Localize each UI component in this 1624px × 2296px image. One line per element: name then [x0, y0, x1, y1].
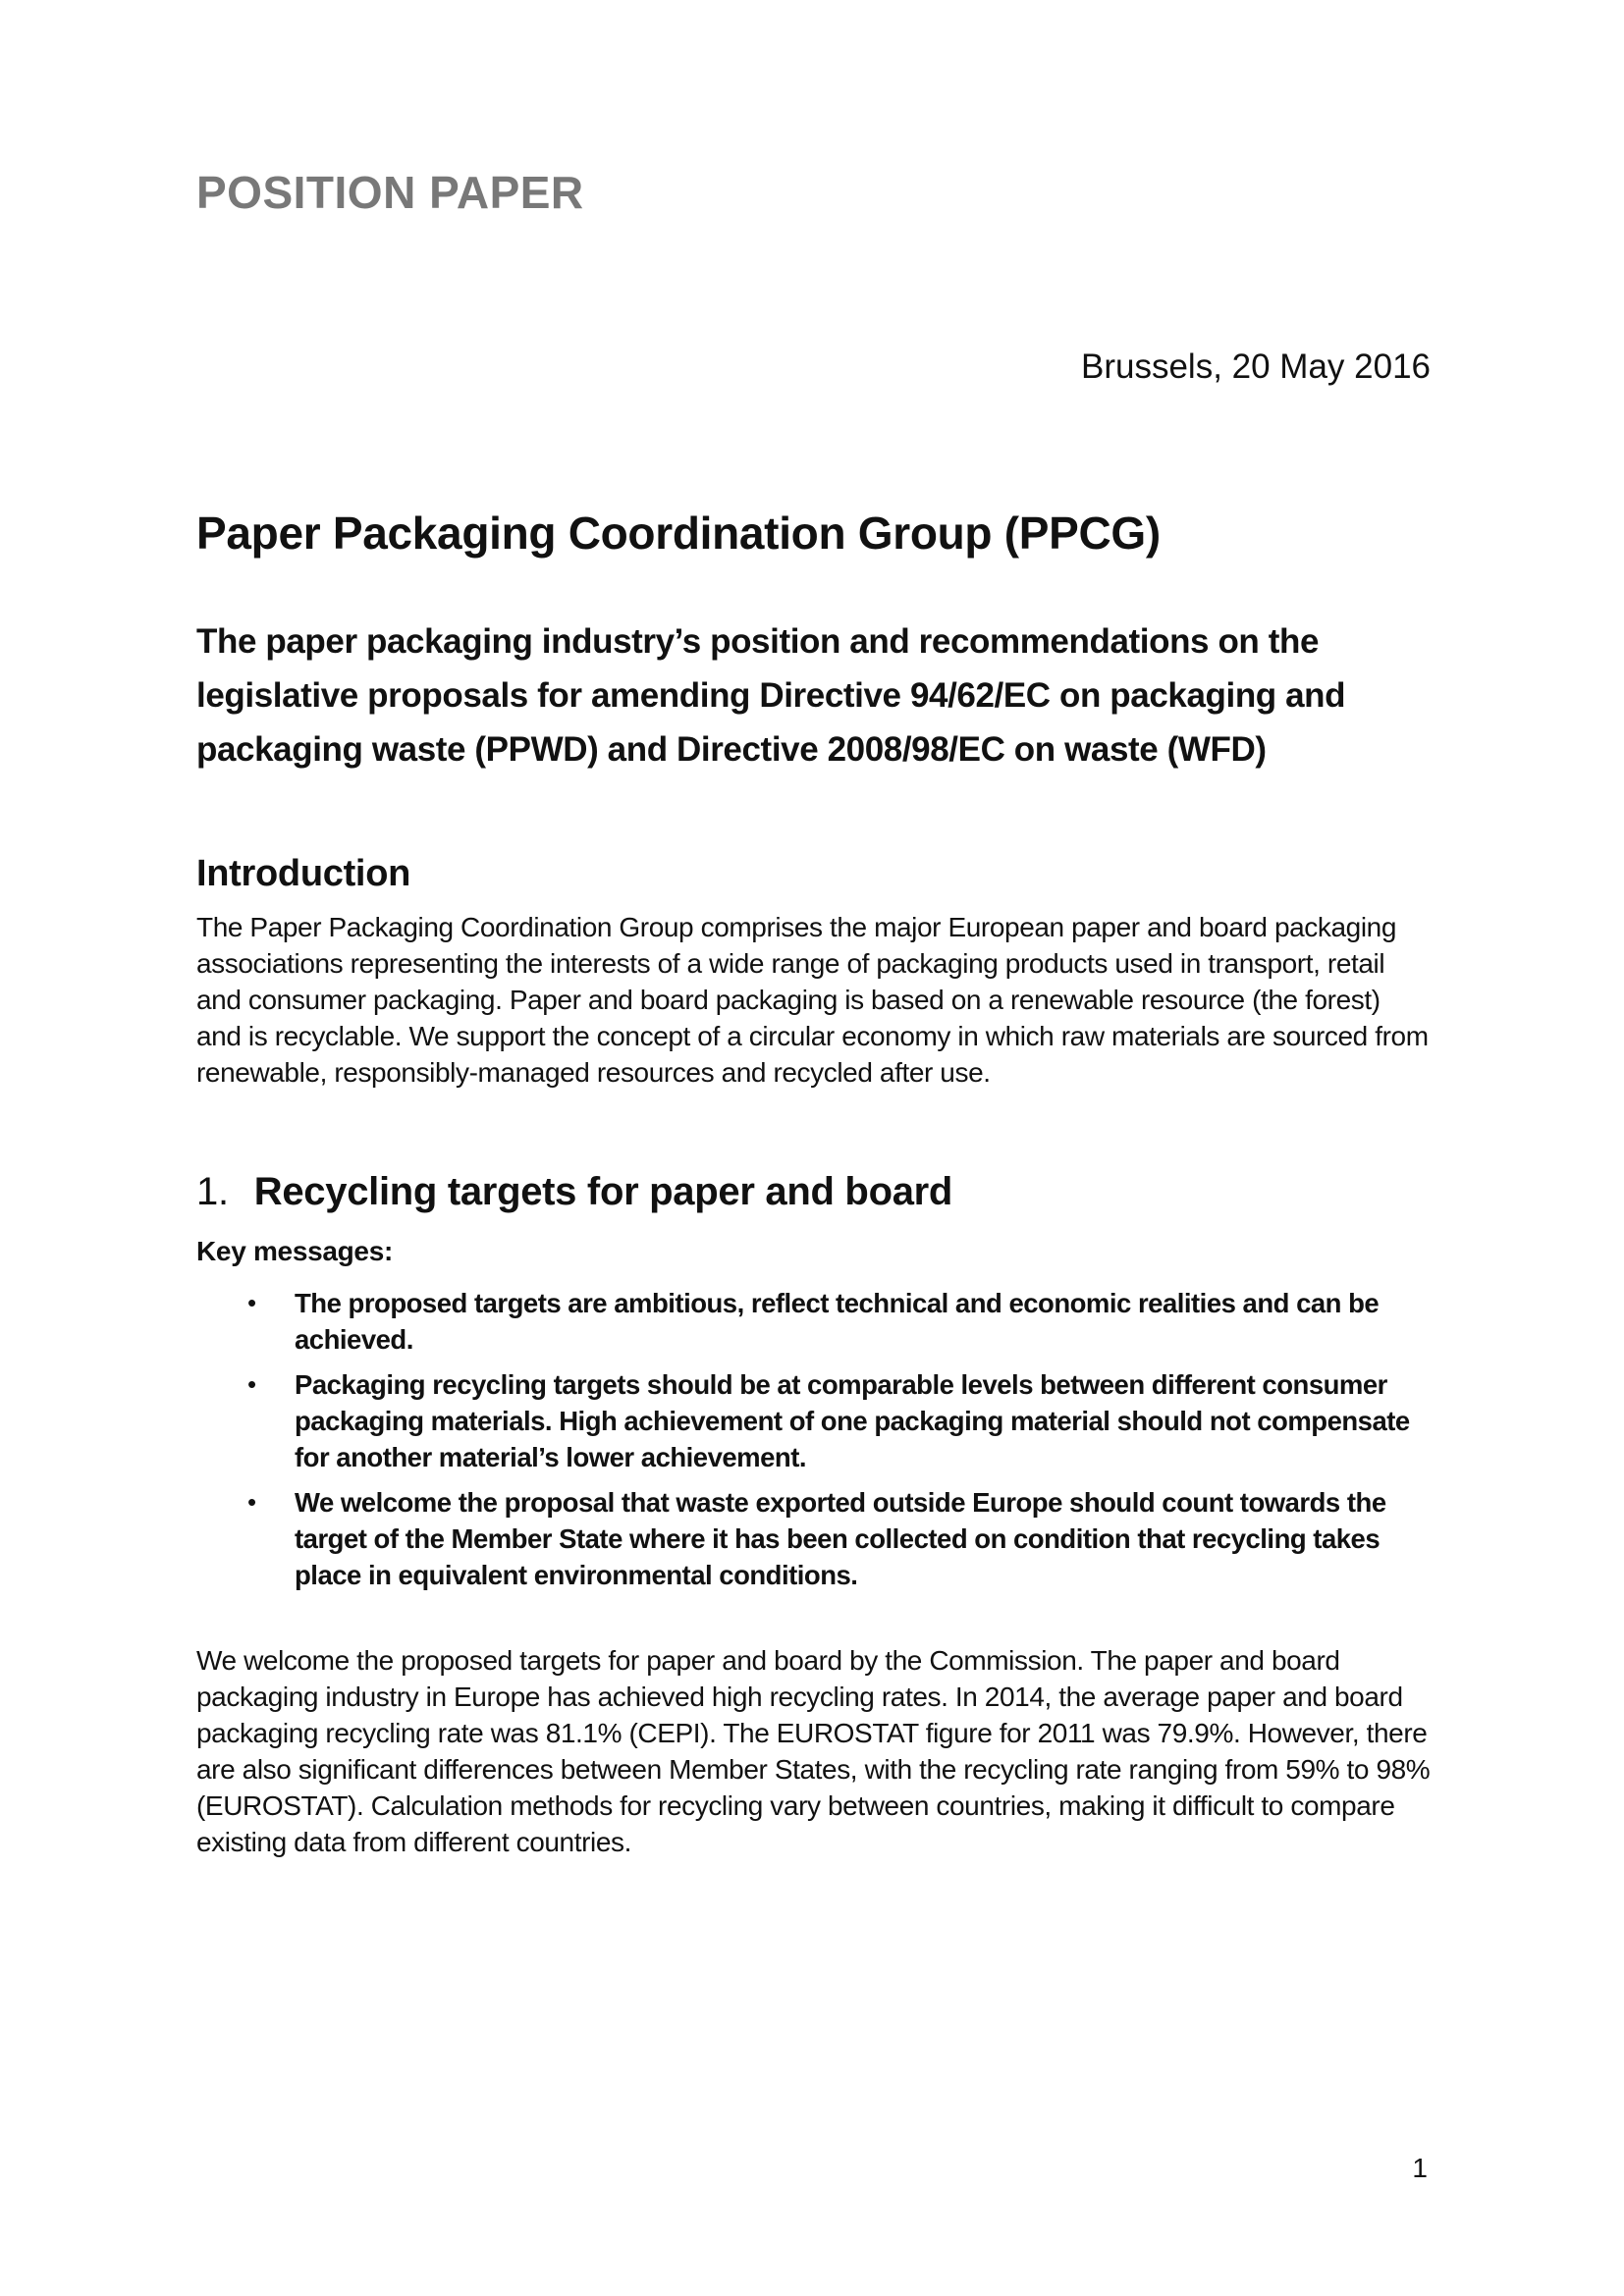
list-item: [196, 1366, 1431, 1475]
page-number: 1: [1412, 2153, 1428, 2183]
key-message-text: Packaging recycling targets should be at comparable levels between different consumer packaging materials. High achievement of one packaging material should not compensate for another material’s lower achievement.: [295, 1369, 1410, 1473]
list-item: [196, 1285, 1431, 1358]
document-title: Paper Packaging Coordination Group (PPCG): [196, 507, 1161, 559]
key-message-text: We welcome the proposal that waste exported outside Europe should count towards the target of the Member State where it has been collected on condition that recycling takes place in equivalent environmental conditions.: [295, 1487, 1386, 1591]
key-messages-list: [196, 1285, 1431, 1593]
document-subtitle: The paper packaging industry’s position and recommendations on the legislative proposals for amending Directive 94/62/EC on packaging and packaging waste (PPWD) and Directive 2008/98/EC on waste (WFD): [196, 621, 1346, 769]
bullet-icon: •: [247, 1369, 256, 1400]
section1-heading: [196, 1169, 1431, 1214]
bullet-icon: •: [247, 1288, 256, 1318]
section1-number: 1.: [196, 1170, 229, 1214]
key-message-text: The proposed targets are ambitious, reflect technical and economic realities and can be achieved.: [295, 1288, 1380, 1356]
section1-title: Recycling targets for paper and board: [253, 1170, 953, 1214]
section1-paragraph: We welcome the proposed targets for paper and board by the Commission. The paper and board packaging industry in Europe has achieved high recycling rates. In 2014, the average paper and board packaging recycling rate was 81.1% (CEPI). The EUROSTAT figure for 2011 was 79.9%. However, there are also significant differences between Member States, with the recycling rate ranging from 59% to 98% (EUROSTAT). Calculation methods for recycling vary between countries, making it difficult to compare existing data from different countries.: [196, 1645, 1431, 1858]
key-messages-label: Key messages:: [196, 1236, 394, 1267]
list-item: [196, 1484, 1431, 1593]
introduction-heading: Introduction: [196, 852, 411, 894]
bullet-icon: •: [247, 1487, 256, 1518]
kicker-position-paper: POSITION PAPER: [196, 167, 584, 218]
dateline: Brussels, 20 May 2016: [1080, 347, 1431, 386]
introduction-paragraph: The Paper Packaging Coordination Group comprises the major European paper and board packaging associations representing the interests of a wide range of packaging products used in transport, retail and consumer packaging. Paper and board packaging is based on a renewable resource (the forest) and is recyclable. We support the concept of a circular economy in which raw materials are sourced from renewable, responsibly-managed resources and recycled after use.: [196, 912, 1429, 1089]
